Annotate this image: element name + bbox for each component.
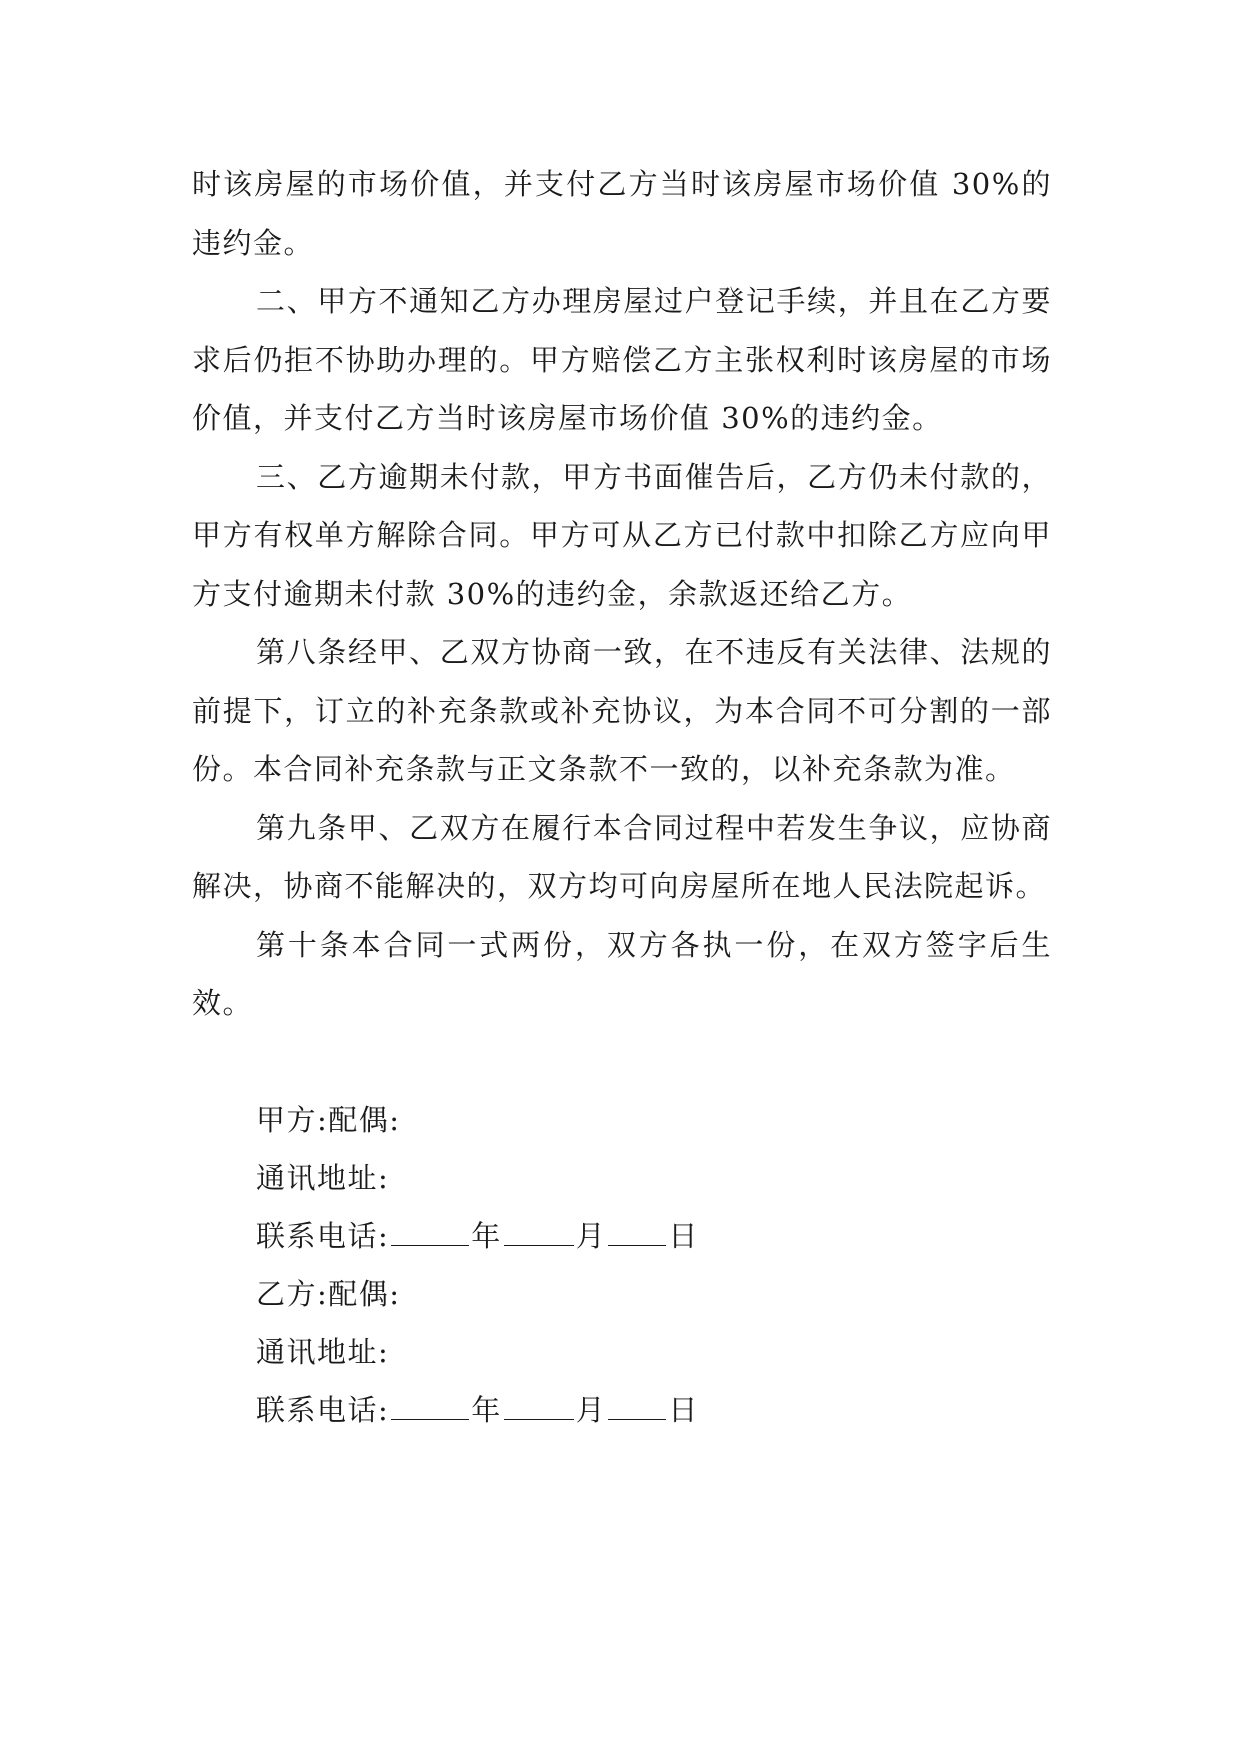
month-label: 月 <box>575 1393 607 1427</box>
paragraph-article-10: 第十条本合同一式两份，双方各执一份，在双方签字后生效。 <box>192 927 1052 1020</box>
day-blank <box>608 1395 666 1420</box>
year-label: 年 <box>471 1219 502 1253</box>
day-label: 日 <box>668 1219 699 1253</box>
month-blank <box>504 1221 574 1246</box>
year-label: 年 <box>471 1393 502 1427</box>
month-blank <box>504 1395 574 1420</box>
day-blank <box>608 1221 666 1246</box>
day-label: 日 <box>668 1393 699 1427</box>
party-a-phone-date-line <box>256 1207 699 1265</box>
contract-body <box>192 155 1052 1033</box>
year-blank <box>391 1395 469 1420</box>
party-a-label: 甲方:配偶: <box>256 1103 401 1137</box>
paragraph-article-9: 第九条甲、乙双方在履行本合同过程中若发生争议，应协商解决，协商不能解决的，双方均可向房屋所在地人民法院起诉。 <box>192 810 1052 903</box>
party-a-address: 通讯地址: <box>256 1161 390 1195</box>
paragraph-clause-3: 三、乙方逾期未付款，甲方书面催告后，乙方仍未付款的，甲方有权单方解除合同。甲方可从乙方已付款中扣除乙方应向甲方支付逾期未付款 30%的违约金，余款返还给乙方。 <box>192 459 1052 611</box>
paragraph-article-8: 第八条经甲、乙双方协商一致，在不违反有关法律、法规的前提下，订立的补充条款或补充协议，为本合同不可分割的一部份。本合同补充条款与正文条款不一致的，以补充条款为准。 <box>192 635 1052 786</box>
paragraph-continuation: 时该房屋的市场价值，并支付乙方当时该房屋市场价值 30%的违约金。 <box>192 167 1052 260</box>
party-b-phone-label: 联系电话: <box>256 1393 390 1427</box>
year-blank <box>391 1221 469 1246</box>
paragraph-clause-2: 二、甲方不通知乙方办理房屋过户登记手续，并且在乙方要求后仍拒不协助办理的。甲方赔偿乙方主张权利时该房屋的市场价值，并支付乙方当时该房屋市场价值 30%的违约金。 <box>192 284 1052 435</box>
party-b-label: 乙方:配偶: <box>256 1277 401 1311</box>
party-b-address: 通讯地址: <box>256 1335 390 1369</box>
month-label: 月 <box>575 1219 607 1253</box>
party-b-phone-date-line <box>256 1381 699 1439</box>
party-a-phone-label: 联系电话: <box>256 1219 390 1253</box>
